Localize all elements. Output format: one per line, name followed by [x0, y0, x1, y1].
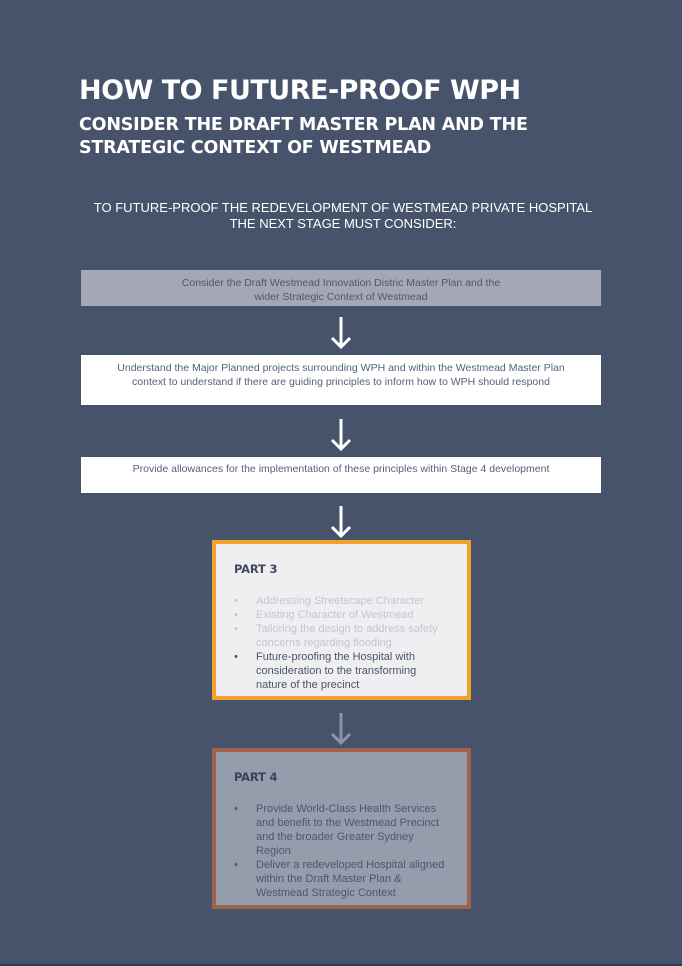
list-item — [234, 608, 449, 622]
step-1-line-2: wider Strategic Context of Westmead — [254, 291, 428, 303]
list-item — [234, 650, 449, 692]
list-item-text: Provide World-Class Health Services and benefit to the Westmead Precinct and the broader Greater Sydney Region — [256, 803, 440, 857]
intro-text — [60, 200, 626, 232]
list-item-text: Tailoring the design to address safety concerns regarding flooding — [256, 623, 438, 649]
intro-line-1: TO FUTURE-PROOF THE REDEVELOPMENT OF WESTMEAD PRIVATE HOSPITAL — [93, 200, 593, 215]
intro-line-2: THE NEXT STAGE MUST CONSIDER: — [229, 216, 457, 231]
part-3-list — [234, 594, 449, 692]
part-4-list — [234, 802, 449, 900]
page-title: HOW TO FUTURE-PROOF WPH — [79, 75, 521, 106]
part-3-heading: PART 3 — [234, 562, 278, 576]
bullet-icon: • — [234, 859, 238, 871]
step-box-major-projects — [81, 355, 601, 405]
list-item-text: Deliver a redeveloped Hospital aligned within the Draft Master Plan & Westmead Strategic Context — [256, 859, 445, 899]
arrow-down-icon — [329, 418, 353, 452]
bullet-icon: • — [234, 651, 238, 663]
arrow-down-icon — [329, 505, 353, 539]
list-item — [234, 622, 449, 650]
step-box-master-plan — [81, 270, 601, 306]
arrow-down-icon — [329, 316, 353, 350]
bullet-icon: • — [234, 609, 238, 621]
step-3-line-1: Provide allowances for the implementation of these principles within Stage 4 development — [132, 463, 550, 475]
part-4-card — [212, 748, 471, 909]
list-item-text: Addressing Streetscape Character — [256, 595, 425, 607]
step-box-allowances — [81, 457, 601, 493]
page-subtitle: CONSIDER THE DRAFT MASTER PLAN AND THE STRATEGIC CONTEXT OF WESTMEAD — [79, 115, 528, 158]
step-1-line-1: Consider the Draft Westmead Innovation Distric Master Plan and the — [181, 277, 501, 289]
part-3-card — [212, 540, 471, 700]
bullet-icon: • — [234, 803, 238, 815]
arrow-down-icon — [329, 712, 353, 746]
bullet-icon: • — [234, 595, 238, 607]
bullet-icon: • — [234, 623, 238, 635]
list-item-text: Existing Character of Westmead — [256, 609, 414, 621]
part-4-heading: PART 4 — [234, 770, 278, 784]
step-2-line-1: Understand the Major Planned projects surrounding WPH and within the Westmead Master Plan — [117, 362, 565, 374]
step-2-line-2: context to understand if there are guiding principles to inform how to WPH should respond — [132, 376, 550, 388]
list-item — [234, 594, 449, 608]
list-item-text: Future-proofing the Hospital with consideration to the transforming nature of the precinct — [256, 651, 417, 691]
list-item — [234, 802, 449, 858]
list-item — [234, 858, 449, 900]
